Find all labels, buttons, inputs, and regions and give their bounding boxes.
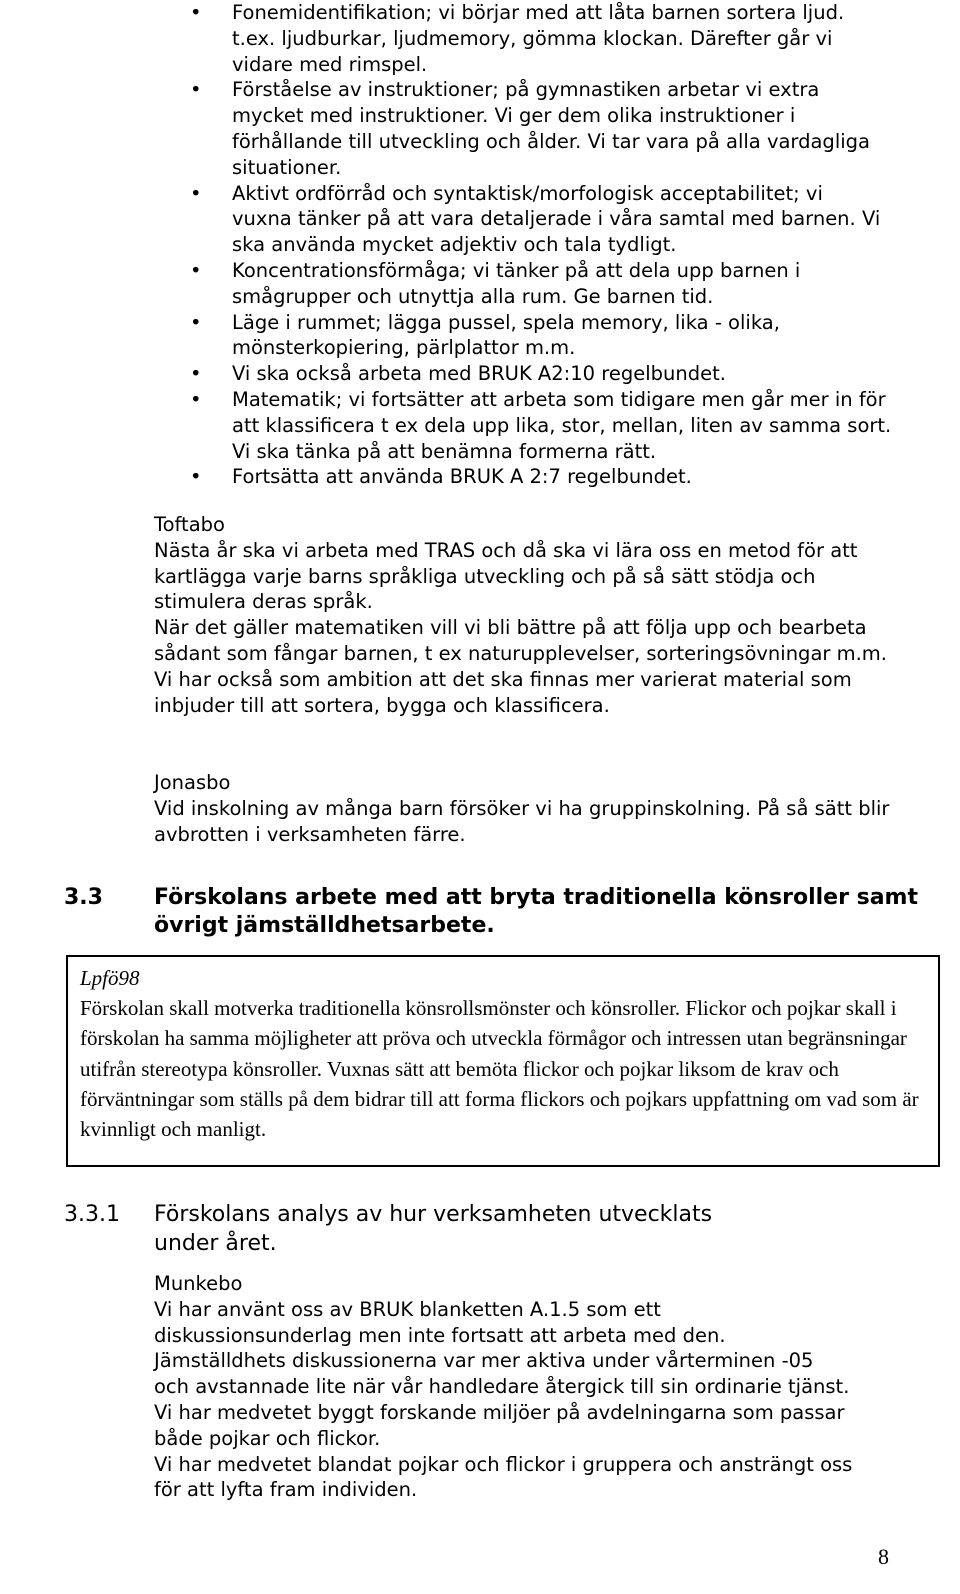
page-number: 8: [878, 1544, 889, 1569]
jonasbo-heading: Jonasbo: [154, 771, 231, 794]
bullet-list: [0, 0, 900, 490]
quote-source: Lpfö98: [80, 966, 140, 990]
munkebo-paragraph-4: Vi har medvetet blandat pojkar och flickor i gruppera och ansträngt oss för att lyfta fram individen.: [154, 1452, 853, 1502]
list-item: • Matematik; vi fortsätter att arbeta som tidigare men går mer in för att klassificera t ex dela upp lika, stor, mellan, liten av samma sort. Vi ska tänka på att benämna formerna rätt.: [0, 387, 912, 464]
jonasbo-section: [154, 770, 894, 847]
munkebo-paragraph-2: Jämställdhets diskussionerna var mer aktiva under vårterminen -05 och avstannade lite när vår handledare återgick till sin ordinarie tjänst.: [154, 1349, 850, 1399]
section-number: 3.3: [64, 885, 103, 910]
toftabo-section: [154, 512, 904, 718]
subsection-heading: [64, 1200, 884, 1258]
quote-text: Förskolan skall motverka traditionella könsrollsmönster och könsroller. Flickor och pojkar skall i förskolan ha samma möjligheter att pröva och utveckla förmågor och intressen utan begränsningar utifrån stereotypa könsroller. Vuxnas sätt att bemöta flickor och pojkar liksom de krav och förväntningar som ställs på dem bidrar till att forma flickors och pojkars uppfattning om vad som är kvinnligt och manligt.: [80, 996, 919, 1142]
list-item: • Koncentrationsförmåga; vi tänker på att dela upp barnen i smågrupper och utnyttja alla rum. Ge barnen tid.: [0, 258, 888, 310]
toftabo-paragraph-2: När det gäller matematiken vill vi bli bättre på att följa upp och bearbeta sådant som fångar barnen, t ex naturupplevelser, sorteringsövningar m.m. Vi har också som ambition att det ska finnas mer varierat material som inbjuder till att sortera, bygga och klassificera.: [154, 616, 887, 717]
munkebo-section: [154, 1271, 854, 1503]
section-heading: [64, 884, 944, 940]
munkebo-paragraph-3: Vi har medvetet byggt forskande miljöer på avdelningarna som passar både pojkar och flickor.: [154, 1400, 845, 1450]
munkebo-paragraph-1: Vi har använt oss av BRUK blanketten A.1.5 som ett diskussionsunderlag men inte fortsatt att arbeta med den.: [154, 1297, 726, 1347]
section-title: Förskolans arbete med att bryta traditionella könsroller samt övrigt jämställdhetsarbete.: [154, 885, 918, 938]
subsection-title: Förskolans analys av hur verksamheten utvecklats under året.: [154, 1202, 713, 1256]
toftabo-paragraph-1: Nästa år ska vi arbeta med TRAS och då ska vi lära oss en metod för att kartlägga varje barns språkliga utveckling och på så sätt stödja och stimulera deras språk.: [154, 538, 858, 614]
list-item: • Fortsätta att använda BRUK A 2:7 regelbundet.: [0, 464, 912, 490]
jonasbo-paragraph: Vid inskolning av många barn försöker vi ha gruppinskolning. På så sätt blir avbrotten i verksamheten färre.: [154, 796, 890, 846]
list-item: • Läge i rummet; lägga pussel, spela memory, lika - olika, mönsterkopiering, pärlplattor m.m.: [0, 310, 888, 362]
list-item: • Aktivt ordförråd och syntaktisk/morfologisk acceptabilitet; vi vuxna tänker på att vara detaljerade i våra samtal med barnen. Vi ska använda mycket adjektiv och tala tydligt.: [0, 181, 888, 258]
list-item: • Vi ska också arbeta med BRUK A2:10 regelbundet.: [0, 361, 888, 387]
list-item: • Fonemidentifikation; vi börjar med att låta barnen sortera ljud. t.ex. ljudburkar, ljudmemory, gömma klockan. Därefter går vi vidare med rimspel.: [0, 0, 888, 77]
toftabo-heading: Toftabo: [154, 513, 225, 536]
subsection-number: 3.3.1: [64, 1202, 120, 1227]
munkebo-heading: Munkebo: [154, 1272, 243, 1295]
curriculum-quote-box: [66, 955, 940, 1167]
list-item: • Förståelse av instruktioner; på gymnastiken arbetar vi extra mycket med instruktioner. Vi ger dem olika instruktioner i förhållande till utveckling och ålder. Vi tar vara på alla vardagliga situationer.: [0, 77, 888, 180]
